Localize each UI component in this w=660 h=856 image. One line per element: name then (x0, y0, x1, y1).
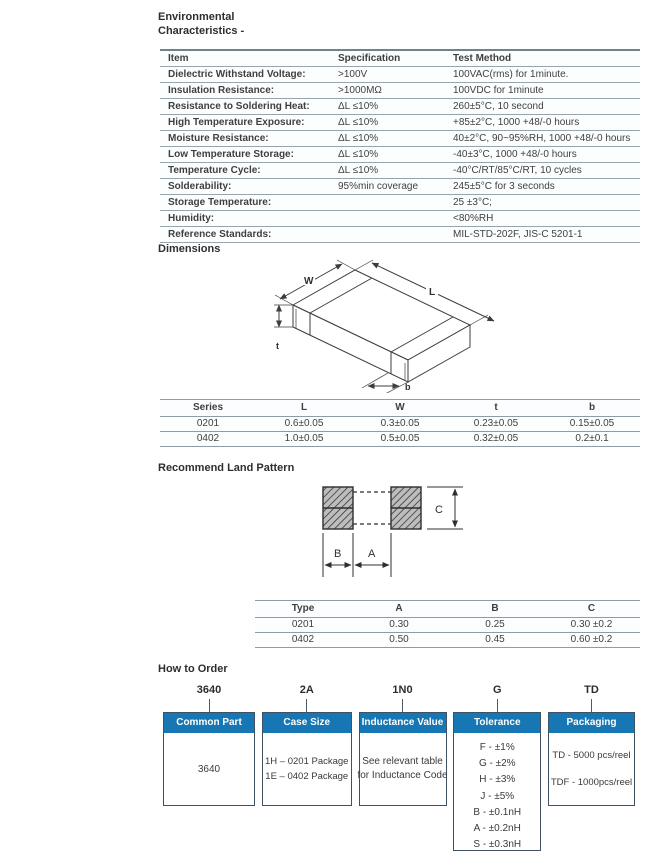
column-header: Test Method (453, 53, 512, 64)
column-header: Type (291, 603, 315, 614)
table-cell: 100VDC for 1minute (445, 83, 640, 99)
order-column-packaging (548, 684, 635, 806)
table-header-row (160, 50, 640, 67)
order-box-line: J - ±5% (480, 790, 515, 802)
table-cell: 40±2°C, 90~95%RH, 1000 +48/-0 hours (445, 131, 640, 147)
order-code-tolerance: G (492, 684, 502, 696)
table-row (160, 417, 640, 432)
connector-line (591, 699, 592, 712)
table-cell: 0.32±0.05 (448, 432, 544, 447)
order-box-body (357, 733, 448, 805)
table-cell: 0.3±0.05 (352, 417, 448, 432)
table-row (160, 67, 640, 83)
table-row (160, 227, 640, 243)
dimensions-heading: Dimensions (158, 243, 221, 255)
table-cell: 245±5°C for 3 seconds (445, 179, 640, 195)
table-row (160, 211, 640, 227)
order-box-packaging (548, 712, 635, 806)
table-cell (330, 195, 445, 211)
column-header: A (395, 603, 403, 614)
table-row (160, 432, 640, 447)
dim-label-w: W (304, 276, 314, 287)
table-cell: Low Temperature Storage: (160, 147, 330, 163)
order-box-line: F - ±1% (479, 742, 515, 753)
connector-line (402, 699, 403, 712)
table-row (160, 99, 640, 115)
order-box-line: 1H – 0201 Package (265, 756, 349, 767)
column-header: Series (192, 402, 224, 413)
table-cell (330, 211, 445, 227)
table-row (160, 147, 640, 163)
order-box-line: TDF - 1000pcs/reel (550, 777, 633, 788)
table-row (160, 83, 640, 99)
table-cell: MIL-STD-202F, JIS-C 5201-1 (445, 227, 640, 243)
table-cell: 100VAC(rms) for 1minute. (445, 67, 640, 83)
table-cell: 0201 (160, 417, 256, 432)
land-pattern-table (255, 600, 640, 648)
table-cell: Insulation Resistance: (160, 83, 330, 99)
order-box-line: B - ±0.1nH (473, 806, 522, 818)
table-cell: 0.30 ±0.2 (543, 618, 640, 633)
order-box-header-inductance-value: Inductance Value (360, 713, 446, 733)
column-header: t (494, 402, 498, 413)
table-cell: Resistance to Soldering Heat: (160, 99, 330, 115)
column-header: W (395, 402, 405, 413)
table-cell: Humidity: (160, 211, 330, 227)
order-box-header-case-size: Case Size (263, 713, 351, 733)
order-box-line: H - ±3% (479, 774, 516, 786)
order-column-case-size (262, 684, 352, 806)
table-cell: Dielectric Withstand Voltage: (160, 67, 330, 83)
order-box-body (263, 733, 351, 805)
order-box-line: 1E – 0402 Package (265, 771, 349, 782)
table-cell: High Temperature Exposure: (160, 115, 330, 131)
order-box-line: TD - 5000 pcs/reel (552, 750, 631, 761)
order-box-case-size (262, 712, 352, 806)
table-cell: >1000MΩ (330, 83, 445, 99)
table-cell: 260±5°C, 10 second (445, 99, 640, 115)
how-to-order-diagram (163, 684, 635, 851)
order-box-line: See relevant table (362, 756, 443, 767)
table-cell: 0.15±0.05 (544, 417, 640, 432)
order-box-header-tolerance: Tolerance (454, 713, 540, 733)
table-cell: 1.0±0.05 (256, 432, 352, 447)
table-header-row (160, 400, 640, 417)
order-box-tolerance (453, 712, 541, 851)
dim-label-l: L (429, 287, 436, 298)
connector-line (306, 699, 307, 712)
table-cell: Reference Standards: (160, 227, 330, 243)
land-label-a: A (368, 548, 376, 560)
table-cell: ΔL ≤10% (330, 131, 445, 147)
column-header: B (491, 603, 499, 614)
table-cell: 0.45 (447, 633, 543, 648)
env-characteristics-table (160, 49, 640, 243)
table-cell: >100V (330, 67, 445, 83)
table-cell: -40±3°C, 1000 +48/-0 hours (445, 147, 640, 163)
order-box-body (454, 733, 540, 850)
table-cell: ΔL ≤10% (330, 115, 445, 131)
column-header: L (300, 402, 308, 413)
table-row (160, 131, 640, 147)
column-header: b (588, 402, 596, 413)
order-column-inductance-value (359, 684, 447, 806)
table-row (160, 195, 640, 211)
table-cell: Temperature Cycle: (160, 163, 330, 179)
order-column-common-part (163, 684, 255, 806)
order-box-header-common-part: Common Part (164, 713, 254, 733)
table-row (160, 179, 640, 195)
table-cell: ΔL ≤10% (330, 99, 445, 115)
table-row (160, 115, 640, 131)
dim-label-t: t (276, 341, 279, 351)
land-label-b: B (334, 548, 342, 560)
order-box-line: 3640 (197, 763, 221, 775)
table-cell: 0.50 (351, 633, 447, 648)
how-to-order-heading: How to Order (158, 663, 228, 675)
table-cell: Moisture Resistance: (160, 131, 330, 147)
land-pattern-drawing (315, 477, 465, 589)
connector-line (209, 699, 210, 712)
table-cell: ΔL ≤10% (330, 163, 445, 179)
order-code-inductance-value: 1N0 (392, 684, 413, 696)
table-cell: 0.30 (351, 618, 447, 633)
order-box-body (164, 733, 254, 805)
order-box-line: S - ±0.3nH (473, 839, 522, 851)
table-cell: 25 ±3°C; (445, 195, 640, 211)
table-cell: 0.6±0.05 (256, 417, 352, 432)
order-code-packaging: TD (584, 684, 599, 696)
column-header: Specification (338, 53, 401, 64)
table-cell: Solderability: (160, 179, 330, 195)
table-header-row (255, 601, 640, 618)
table-cell: 0402 (160, 432, 256, 447)
table-cell: +85±2°C, 1000 +48/-0 hours (445, 115, 640, 131)
table-cell: 0.60 ±0.2 (543, 633, 640, 648)
order-box-body (549, 733, 634, 805)
order-code-common-part: 3640 (196, 684, 222, 696)
env-heading-line1: Environmental (158, 11, 235, 23)
table-row (255, 618, 640, 633)
table-cell: 95%min coverage (330, 179, 445, 195)
table-cell: 0.2±0.1 (544, 432, 640, 447)
column-header: Item (168, 53, 189, 64)
table-row (160, 163, 640, 179)
table-cell: Storage Temperature: (160, 195, 330, 211)
table-cell: ΔL ≤10% (330, 147, 445, 163)
order-box-inductance-value (359, 712, 447, 806)
dimensions-table (160, 399, 640, 447)
chip-dimension-drawing (268, 253, 513, 393)
env-characteristics-heading (158, 10, 244, 38)
table-cell: 0.5±0.05 (352, 432, 448, 447)
table-cell (330, 227, 445, 243)
connector-line (497, 699, 498, 712)
land-label-c: C (435, 504, 443, 516)
dim-label-b: b (405, 382, 411, 392)
table-cell: -40°C/RT/85°C/RT, 10 cycles (445, 163, 640, 179)
order-box-header-packaging: Packaging (549, 713, 634, 733)
table-cell: 0201 (255, 618, 351, 633)
table-cell: 0402 (255, 633, 351, 648)
land-pattern-heading: Recommend Land Pattern (158, 462, 295, 474)
order-column-tolerance (453, 684, 541, 851)
order-box-common-part (163, 712, 255, 806)
order-code-case-size: 2A (299, 684, 314, 696)
table-cell: 0.23±0.05 (448, 417, 544, 432)
column-header: C (587, 603, 596, 614)
table-row (255, 633, 640, 648)
order-box-line: G - ±2% (478, 758, 516, 770)
table-cell: 0.25 (447, 618, 543, 633)
table-cell: <80%RH (445, 211, 640, 227)
order-box-line: A - ±0.2nH (473, 823, 521, 835)
order-box-line: for Inductance Code (357, 770, 448, 781)
env-heading-line2: Characteristics - (158, 25, 245, 37)
